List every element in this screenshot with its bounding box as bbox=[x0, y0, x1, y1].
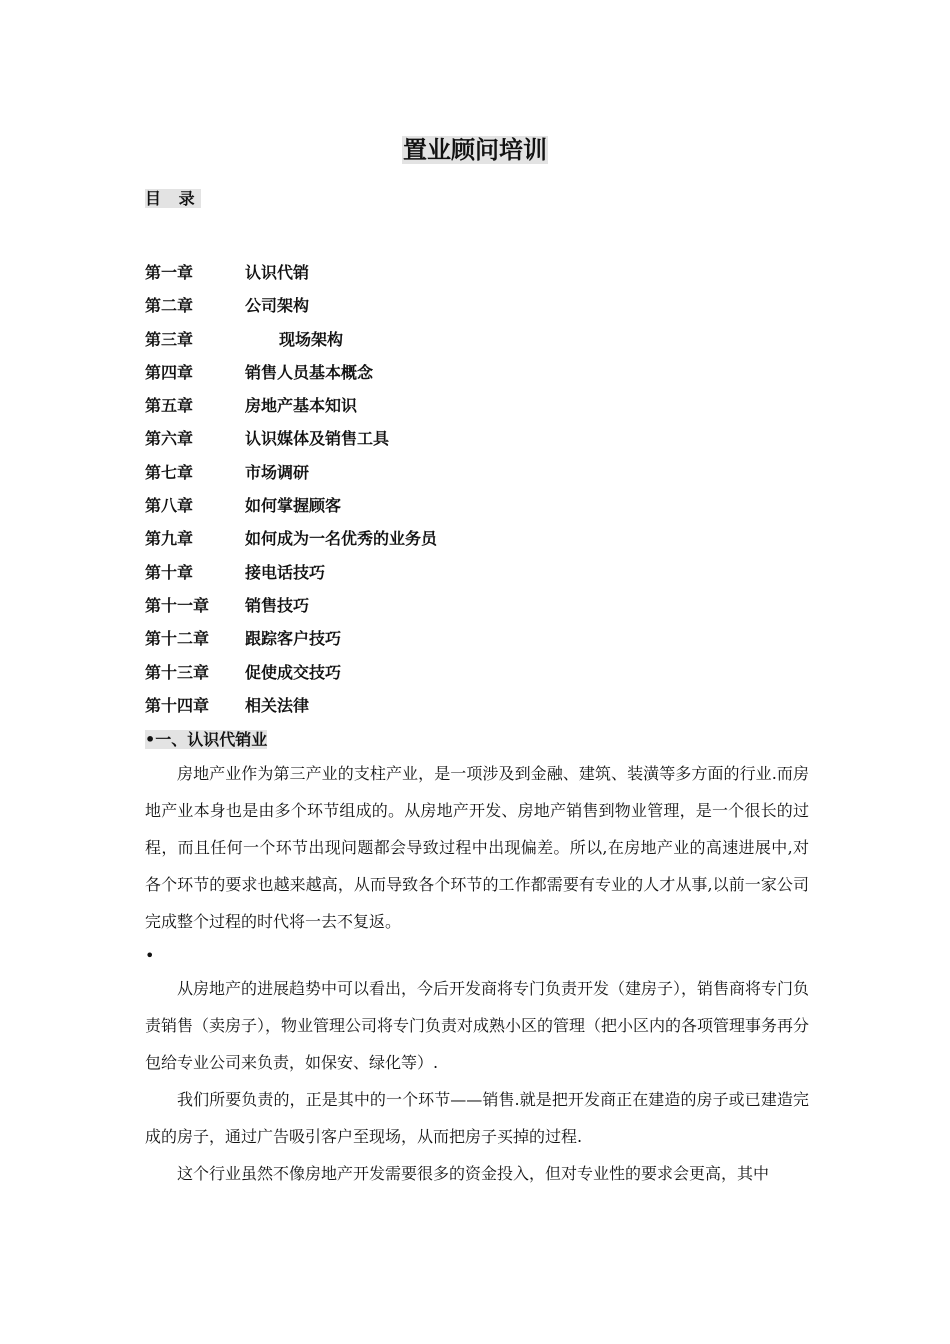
toc-entry bbox=[145, 494, 845, 527]
paragraph: 我们所要负责的，正是其中的一个环节——销售.就是把开发商正在建造的房子或已建造完成的房子，通过广告吸引客户至现场，从而把房子买掉的过程. bbox=[145, 1090, 809, 1146]
toc-chapter-number: 第十三章 bbox=[145, 662, 210, 682]
toc-chapter-number: 第十二章 bbox=[145, 629, 210, 649]
toc-chapter-title: 房地产基本知识 bbox=[245, 396, 358, 416]
toc-heading: 目 录 bbox=[145, 189, 201, 208]
toc-chapter-number: 第三章 bbox=[145, 329, 194, 349]
toc-chapter-number: 第九章 bbox=[145, 529, 194, 549]
toc-entry bbox=[145, 594, 845, 627]
body-text-block-1 bbox=[145, 755, 809, 940]
toc-chapter-number: 第十一章 bbox=[145, 595, 210, 615]
toc-chapter-number: 第六章 bbox=[145, 429, 194, 449]
paragraph: 房地产业作为第三产业的支柱产业，是一项涉及到金融、建筑、装潢等多方面的行业.而房地产业本身也是由多个环节组成的。从房地产开发、房地产销售到物业管理，是一个很长的过程，而且任何一个环节出现问题都会导致过程中出现偏差。所以,在房地产业的高速进展中,对各个环节的要求也越来越高，从而导致各个环节的工作都需要有专业的人才从事,以前一家公司完成整个过程的时代将一去不复返。 bbox=[145, 764, 809, 931]
toc-chapter-title: 如何掌握顾客 bbox=[245, 496, 342, 516]
toc-entry bbox=[145, 427, 845, 460]
toc-chapter-title: 现场架构 bbox=[279, 329, 344, 349]
toc-entry bbox=[145, 527, 845, 560]
table-of-contents bbox=[145, 261, 845, 727]
toc-chapter-title: 如何成为一名优秀的业务员 bbox=[245, 529, 438, 549]
toc-chapter-title: 接电话技巧 bbox=[245, 562, 326, 582]
toc-entry bbox=[145, 627, 845, 660]
toc-chapter-title: 认识代销 bbox=[245, 263, 310, 282]
paragraph: 这个行业虽然不像房地产开发需要很多的资金投入，但对专业性的要求会更高，其中 bbox=[177, 1164, 770, 1183]
toc-entry bbox=[145, 361, 845, 394]
body-text-block-2 bbox=[145, 970, 809, 1192]
toc-entry bbox=[145, 261, 845, 294]
toc-chapter-number: 第一章 bbox=[145, 263, 194, 282]
toc-chapter-title: 市场调研 bbox=[245, 462, 310, 482]
toc-chapter-number: 第五章 bbox=[145, 396, 194, 416]
section-heading: •一、认识代销业 bbox=[145, 730, 268, 749]
toc-entry bbox=[145, 394, 845, 427]
toc-entry bbox=[145, 661, 845, 694]
toc-chapter-title: 促使成交技巧 bbox=[245, 662, 342, 682]
toc-chapter-title: 认识媒体及销售工具 bbox=[245, 429, 390, 449]
toc-chapter-number: 第十四章 bbox=[145, 695, 210, 715]
toc-entry bbox=[145, 294, 845, 327]
toc-chapter-title: 跟踪客户技巧 bbox=[245, 629, 342, 649]
document-title: 置业顾问培训 bbox=[403, 136, 547, 164]
toc-chapter-number: 第二章 bbox=[145, 296, 194, 316]
toc-chapter-title: 相关法律 bbox=[245, 695, 310, 715]
toc-entry bbox=[145, 561, 845, 594]
toc-entry bbox=[145, 328, 845, 361]
toc-chapter-number: 第八章 bbox=[145, 496, 194, 516]
toc-chapter-title: 销售人员基本概念 bbox=[245, 362, 374, 382]
toc-chapter-number: 第七章 bbox=[145, 462, 194, 482]
toc-chapter-number: 第十章 bbox=[145, 562, 194, 582]
toc-chapter-title: 销售技巧 bbox=[245, 595, 310, 615]
bullet-marker: • bbox=[145, 946, 155, 965]
toc-entry bbox=[145, 461, 845, 494]
toc-chapter-title: 公司架构 bbox=[245, 296, 310, 316]
toc-chapter-number: 第四章 bbox=[145, 362, 194, 382]
paragraph: 从房地产的进展趋势中可以看出，今后开发商将专门负责开发（建房子），销售商将专门负责销售（卖房子），物业管理公司将专门负责对成熟小区的管理（把小区内的各项管理事务再分包给专业公司来负责，如保安、绿化等）. bbox=[145, 979, 810, 1072]
toc-entry bbox=[145, 694, 845, 727]
